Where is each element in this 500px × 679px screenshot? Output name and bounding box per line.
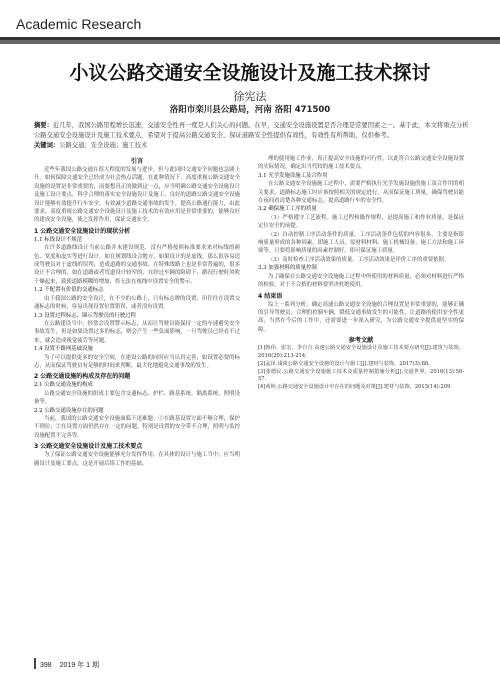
paragraph: （3）及时检查工序活动效果的质量。工序活动效果是评价工序的重要依据。 (268, 256, 450, 263)
abstract-text: 近几年，我国公路里程增长迅速，交通安全性再一度是人们关心的问题。在早，交通安全设施设置是否合理是常要因素之一。基于此，本文将重点分析公路交通安全设施设计及施工技术要点，希望对于提高公路交通安全、保证道路安全性提供有效性，有效性有所帮助，仅供参考。 (34, 122, 469, 139)
article-title: 小议公路交通安全设施设计及施工技术探讨 (69, 62, 431, 84)
reference-item: [2]孟泽.浅谈公路交通安全设施的设计与施工[J].建材与装饰，2017(3):88. (258, 360, 430, 367)
body-column-right (258, 155, 464, 655)
paragraph: 由于我国公路的安全设计，在不少的公路上，只有标志牌的设置，但往往在设置交通标志的时候，容易出现设置位置错误，或者没有设置。 (34, 295, 240, 311)
paragraph: 为了确保在公路交通安全设施施工过程中所使用的材料质量，必须对材料进行严格的检验，对于不合格的材料要坚决杜绝使用。 (258, 273, 464, 289)
paragraph: 为了保证公路交通安全设施能够充分发挥作用，在具体的设计与施工当中，应当明确设计及施工要点，这是开展后续工作的基础。 (34, 452, 240, 467)
page-footer (34, 660, 99, 670)
subsection-heading: 3.2 确保施工工序的质量 (258, 206, 317, 213)
paragraph: 当前，我国的公路交通安全设施面临下述难题：①在路基设置方面不够合理，保护不到位；②在设置方面仍然存在一定的问题，特别是设置的安全带不合理，照明与监控设施配置不完善等。 (34, 415, 240, 439)
reference-item: [1]韩伟、张宏、李自合.高速公路交通安全设施设计及施工技术要点研究[J].建筑与装饰，2016(20):213-214. (258, 345, 464, 359)
abstract-block (34, 121, 470, 151)
subsection-heading: 3.3 加强材料的质量控制 (258, 265, 317, 272)
section-heading: 1 公路交通安全设施设计的现状分析 (34, 227, 131, 235)
keywords-label: 关键词： (34, 142, 60, 150)
centered-heading: 参考文献 (348, 337, 374, 345)
issue-label: 2019 年 1 期 (59, 662, 99, 669)
section-heading: 4 结束语 (258, 292, 283, 300)
article-affiliation: 洛阳市栾川县公路局，河南 洛阳 471500 (169, 105, 331, 115)
paragraph: 近些年我国公路交通在很大程度的发展与进步，但与此同时交通安全问题也急剧上升。如何保障交通安全已经成为社会热点话题。在此种情况下，高度重视公路交通安全设施的设置是非常重要的，而要想真正的做到这一点，应当明确公路交通安全设施设计及施工设计要点，科学合理的落实安全设施设计及施工。良好的道路公路交通安全设施设计能够有效提升行车安全，有效减少道路交通事故的发生，提高公路通行能力，由此要求，高度重视公路交通安全设施设计及施工技术的有效应用是非常重要的，能够良好的建成安全设施，使之发挥作用，保证交通安全。 (34, 167, 240, 224)
paragraph: 在许多道路线设计当前公路并未建设规范，没有严格按照标准要求来对标线的颜色、宽度和虚实等进行设计。如在规划线设合地方，如果设计的是虚线，那么很容易造成驾驶员对于虚线的误判，造成道路的交通事故。在特殊线路上也是非常普遍的，很多设计不合理的，如在道路或者弯道设计较窄的，在经过车辆的阻碍下，路况行驶时风吹干燥起来，致使道路模糊的增加，将无法在视线中设置安全的警示。 (34, 245, 240, 285)
keywords-text: 公路交通；安全设施；施工技术 (59, 142, 148, 150)
subsection-heading: 3.1 光学发施设施工及合作用 (258, 172, 328, 179)
abstract (34, 121, 470, 140)
paragraph: 为了可以提供更多的安全空间，在建设公路的同时应当认真完善，如设置必要的标志，从而保证驾驶员有足够的时间来判断，最大化地避免交通事故的发生。 (34, 354, 240, 369)
article-author: 徐宪法 (233, 90, 267, 103)
paragraph: 在公路建设当中，经常会设置警示标志，从而让驾驶员能保持一定的车速避免安全事故发生，但是如果设置过多的标志，则会产生一些负面影响，一旦驾驶员已经看不过来，就会造成视觉疲劳等问题。 (34, 320, 240, 344)
subsection-heading: 1.1 标线设计不规范 (34, 236, 83, 243)
body-column-left (34, 155, 240, 655)
journal-header (0, 0, 500, 40)
paragraph: 在公路交通安全设施施工过程中，需要严格执行光学发施设施的施工及合作用的相关要求，道路标志施工时应该按照相关的规定进行，从而保证施工质量，确保驾驶员能在夜间看清楚各种交通标志，提高道路行车的安全性。 (258, 181, 464, 205)
paragraph: 公路交通安全设施的组成主要包含交通标志、护栏、路基系统、隔离系统、照明设备等。 (34, 390, 240, 406)
section-heading: 2 公路交通设施的构成及存在的问题 (34, 373, 131, 381)
subsection-heading: 1.2 不配置有价值的交通标志 (34, 287, 104, 294)
subsection-heading: 2.1 公路交通设施的构成 (34, 382, 93, 389)
paragraph: （1）严格遵守工艺流程。施工过程和操作规程，是提高施工和作业质量，是保证定位安全的前提。 (258, 214, 464, 230)
keywords (34, 141, 470, 151)
journal-name: Academic Research (16, 16, 142, 32)
page-number: 398 (40, 662, 52, 669)
paragraph: 综上一系列分析，确定高速公路交通安全设施的合理设置是非常重要的，能够正确的引导驾驶员，合理的控制车辆，降低交通事故发生的可能性，让道路的使用安全性更高，当然在今后的工作中，还需要进一步深入研究，为公路交通安全提供更坚实的保障。 (258, 301, 464, 333)
paragraph: 理的使用施工作业，真正提高安全设施的可行性，以此符合公路交通安全设施设置的实际情况，确定出当代较的施工技术要点。 (258, 156, 464, 171)
reference-item: [4]黄婷.公路交通安全设施设计中存在的问题及对策[J].建材与装饰，2015(14):209. (258, 384, 452, 391)
subsection-heading: 1.3 设置过程标志，圈示驾驶员的行驶过程 (34, 312, 136, 319)
paragraph: （2）自动控制工序活动条件的质量。工序活动条件包括的内容很多，主要是指影响质量形成的各种因素，即施工人员、原材料材料、施工机械设备、施工方法和施工环境等。只要将影响质量的因素控制好，即可保证施工质量。 (258, 231, 464, 255)
abstract-label: 摘要： (34, 122, 53, 129)
subsection-heading: 1.4 设置不路网基础设施 (34, 346, 93, 353)
subsection-heading: 2.2 公路交通设施存在的问题 (34, 407, 104, 414)
header-divider (0, 40, 500, 44)
reference-item: [3]张德民.公路交通安全设施施工技术及质量控制措施分析[J].交通世界，2016(13):56-57. (258, 368, 464, 383)
section-heading: 3 公路交通安全设施设计及施工技术要点 (34, 443, 143, 451)
centered-heading: 引言 (130, 158, 144, 165)
